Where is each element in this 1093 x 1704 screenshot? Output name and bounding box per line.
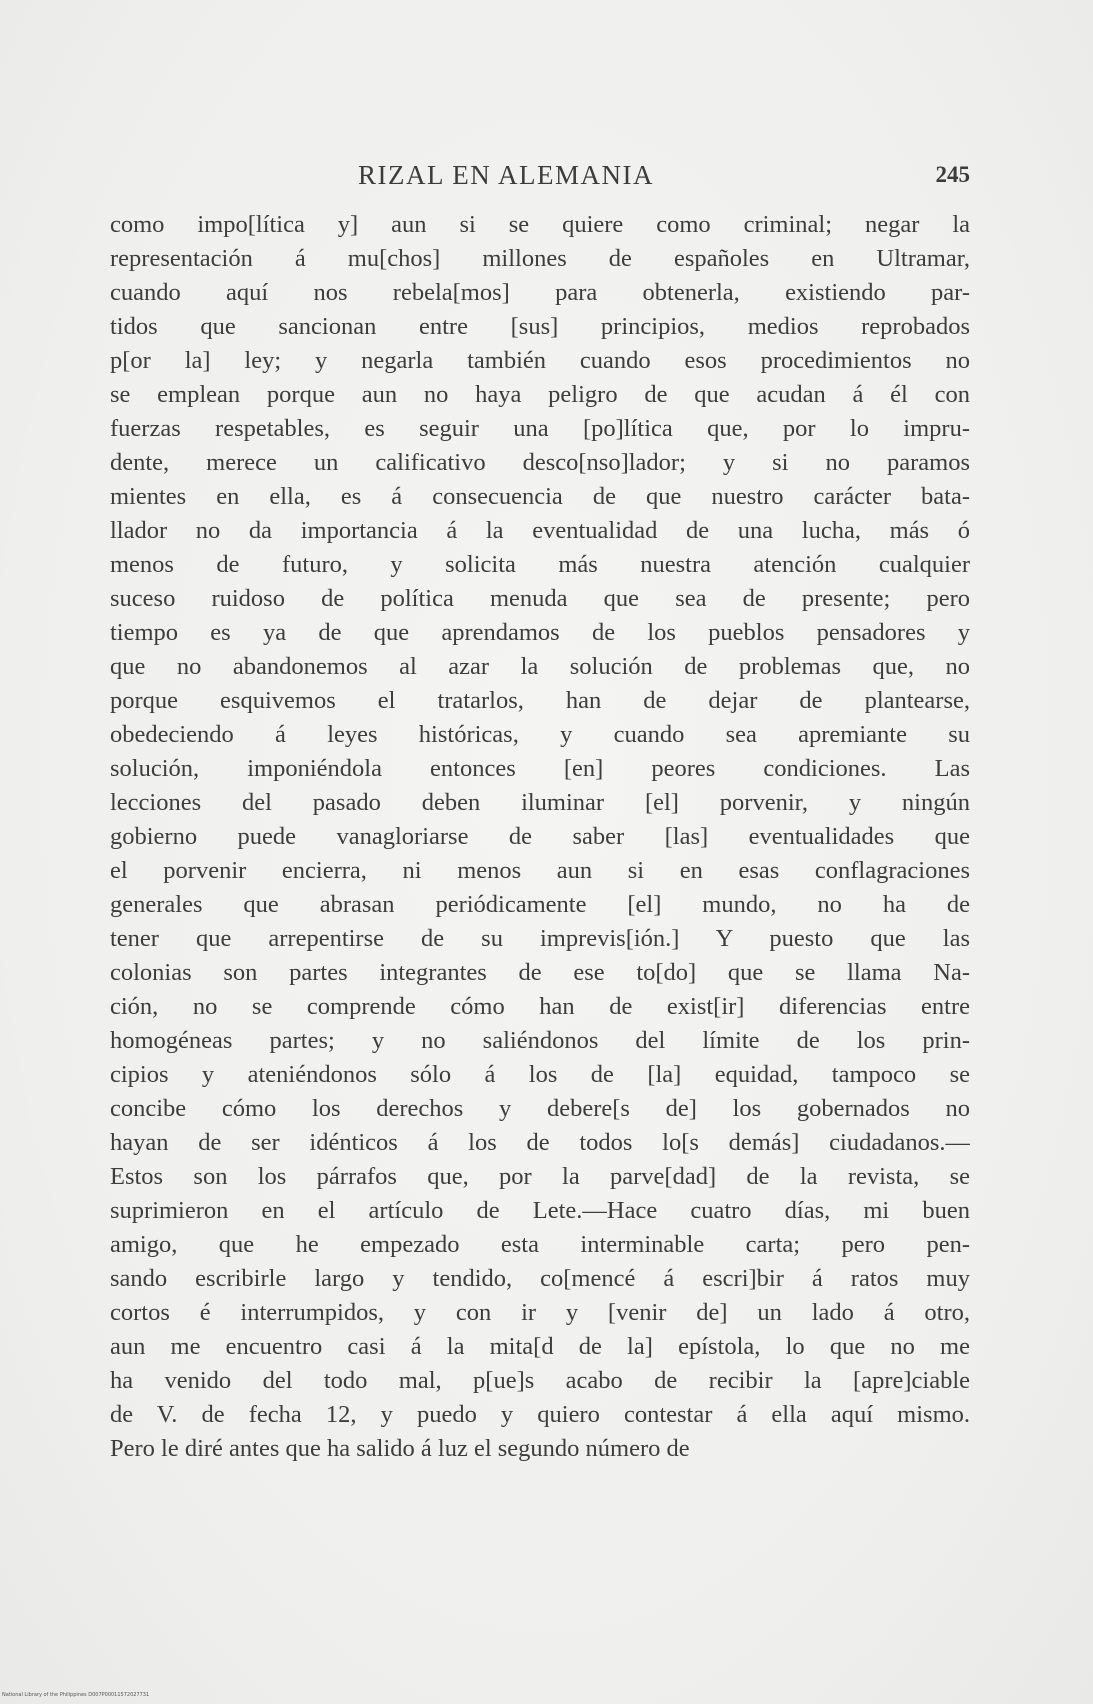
text-line: representación á mu[chos] millones de españoles en Ultramar, — [110, 245, 970, 272]
body-text — [110, 208, 970, 1466]
text-line: suceso ruidoso de política menuda que sea de presente; pero — [110, 585, 970, 612]
text-line: porque esquivemos el tratarlos, han de dejar de plantearse, — [110, 687, 970, 714]
text-line: se emplean porque aun no haya peligro de que acudan á él con — [110, 381, 970, 408]
text-line: amigo, que he empezado esta interminable carta; pero pen- — [110, 1231, 970, 1258]
text-line: gobierno puede vanagloriarse de saber [las] eventualidades que — [110, 823, 970, 850]
text-line: que no abandonemos al azar la solución de problemas que, no — [110, 653, 970, 680]
text-line: lecciones del pasado deben iluminar [el] porvenir, y ningún — [110, 789, 970, 816]
text-line: tidos que sancionan entre [sus] principios, medios reprobados — [110, 313, 970, 340]
text-line: llador no da importancia á la eventualidad de una lucha, más ó — [110, 517, 970, 544]
running-title: RIZAL EN ALEMANIA — [358, 160, 654, 190]
text-line: cuando aquí nos rebela[mos] para obtenerla, existiendo par- — [110, 279, 970, 306]
text-line: cipios y ateniéndonos sólo á los de [la] equidad, tampoco se — [110, 1061, 970, 1088]
text-line: de V. de fecha 12, y puedo y quiero contestar á ella aquí mismo. — [110, 1401, 970, 1428]
text-line: solución, imponiéndola entonces [en] peores condiciones. Las — [110, 755, 970, 782]
text-line: ción, no se comprende cómo han de exist[ir] diferencias entre — [110, 993, 970, 1020]
text-line: tener que arrepentirse de su imprevis[ión.] Y puesto que las — [110, 925, 970, 952]
text-line: generales que abrasan periódicamente [el] mundo, no ha de — [110, 891, 970, 918]
footer-credit: National Library of the Philippines D007P00011572027731 — [2, 1692, 150, 1698]
text-line: dente, merece un calificativo desco[nso]lador; y si no paramos — [110, 449, 970, 476]
page-header — [110, 160, 970, 200]
text-line: concibe cómo los derechos y debere[s de] los gobernados no — [110, 1095, 970, 1122]
text-line: cortos é interrumpidos, y con ir y [venir de] un lado á otro, — [110, 1299, 970, 1326]
text-line: hayan de ser idénticos á los de todos lo[s demás] ciudadanos.— — [110, 1129, 970, 1156]
text-line: obedeciendo á leyes históricas, y cuando sea apremiante su — [110, 721, 970, 748]
text-line: aun me encuentro casi á la mita[d de la] epístola, lo que no me — [110, 1333, 970, 1360]
text-line: menos de futuro, y solicita más nuestra atención cualquier — [110, 551, 970, 578]
text-line: p[or la] ley; y negarla también cuando esos procedimientos no — [110, 347, 970, 374]
page-number: 245 — [935, 162, 970, 187]
text-line: sando escribirle largo y tendido, co[mencé á escri]bir á ratos muy — [110, 1265, 970, 1292]
text-line: ha venido del todo mal, p[ue]s acabo de recibir la [apre]ciable — [110, 1367, 970, 1394]
text-line: Estos son los párrafos que, por la parve[dad] de la revista, se — [110, 1163, 970, 1190]
text-line: mientes en ella, es á consecuencia de que nuestro carácter bata- — [110, 483, 970, 510]
text-line: tiempo es ya de que aprendamos de los pueblos pensadores y — [110, 619, 970, 646]
text-line: Pero le diré antes que ha salido á luz el segundo número de — [110, 1435, 690, 1462]
text-line: suprimieron en el artículo de Lete.—Hace cuatro días, mi buen — [110, 1197, 970, 1224]
text-line: fuerzas respetables, es seguir una [po]lítica que, por lo impru- — [110, 415, 970, 442]
text-line: colonias son partes integrantes de ese to[do] que se llama Na- — [110, 959, 970, 986]
text-line: homogéneas partes; y no saliéndonos del límite de los prin- — [110, 1027, 970, 1054]
text-line: el porvenir encierra, ni menos aun si en esas conflagraciones — [110, 857, 970, 884]
text-line: como impo[lítica y] aun si se quiere como criminal; negar la — [110, 211, 970, 238]
